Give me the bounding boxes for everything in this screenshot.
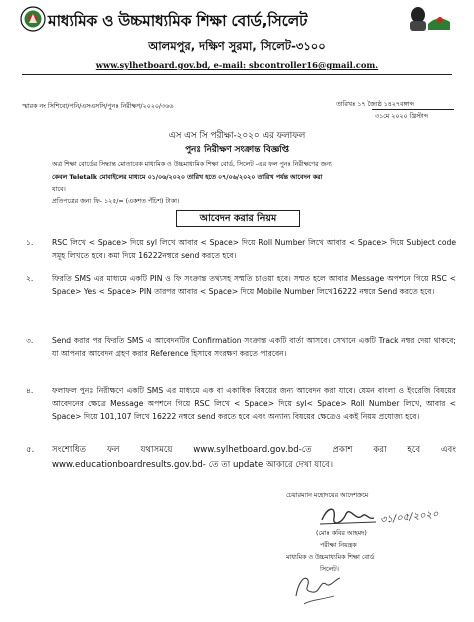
board-logo — [20, 6, 46, 32]
rule-text: RSC লিখে < Space> দিয়ে syl লিখে আবার < Space> দিয়ে Roll Number লিখে আবার < Space> দিয়ে Subject code সমূহ লিখতে হবে। কমা দিয়ে 16222নম্বরে send করতে হবে। — [52, 238, 456, 260]
notice-intro — [52, 159, 452, 197]
handwritten-initials — [290, 566, 350, 606]
rule-number: ১. — [26, 238, 34, 247]
memo-date-bangla: তারিখঃ ১৭ জ্যৈষ্ঠ ১৪২৭বঙ্গাব্দ — [336, 101, 414, 108]
notice-heading-line1: এস এস সি পরীক্ষা-২০২০ এর ফলাফল — [168, 131, 306, 141]
rule-item-4 — [26, 384, 456, 423]
signature-caption: চেয়ারম্যান মহোদয়ের আদেশক্রমে — [286, 492, 369, 499]
notice-heading-line2: পুনঃ নিরীক্ষণ সংক্রান্ত বিজ্ঞপ্তি — [185, 145, 289, 155]
rule-item-2 — [26, 272, 456, 298]
rule-number: ৩. — [26, 336, 34, 345]
header-divider — [22, 74, 452, 75]
rule-item-1 — [26, 236, 456, 262]
handwritten-date: ৩১/০৫/২০২০ — [379, 508, 440, 527]
signatory-city: সিলেট। — [320, 566, 339, 573]
rules-title: আবেদন করার নিয়ম — [199, 213, 277, 224]
signatory-name: (মোঃ কবির আহমদ) — [316, 530, 367, 537]
intro-line-3: যাবে। — [52, 186, 66, 193]
date-underline — [372, 109, 454, 110]
rule-text: সংশোধিত ফল যথাসময়ে www.sylhetboard.gov.bd-তে প্রকাশ করা হবে এবং www.educationboardresults.gov.bd- তে তা update আকারে দেখা যাবে। — [52, 445, 456, 470]
intro-line-2: কেবল Teletalk মোবাইলের মাধ্যমে ০১/০৬/২০২০ তারিখ হতে ০৭/০৬/২০২০ তারিখ পর্যন্ত আবেদন করা — [52, 173, 323, 181]
rule-text: Send করার পর ফিরতি SMS এ আবেদনটির Confirmation সংক্রান্ত একটি বার্তা আসবে। সেখানে একটি Track নম্বর দেয়া থাকবে; যা আপনার আবেদন গ্রহণ করার Reference হিসাবে সংরক্ষণ করতে পারবেন। — [52, 336, 456, 358]
mujib-emblem — [400, 4, 452, 34]
board-title: মাধ্যমিক ও উচ্চমাধ্যমিক শিক্ষা বোর্ড,সিলেট — [48, 12, 308, 30]
intro-line-1: অত্র শিক্ষা বোর্ডের সিদ্ধান্ত মোতাবেক মাধ্যমিক ও উচ্চমাধ্যমিক শিক্ষা বোর্ড, সিলেট -এর ফল পুনঃ নিরীক্ষণের জন্য — [52, 161, 332, 168]
board-web-email: www.sylhetboard.gov.bd, e-mail: sbcontroller16@gmail.com. — [95, 60, 379, 70]
rule-item-3 — [26, 334, 456, 360]
rule-number: ৪. — [26, 386, 34, 395]
board-address: আলমপুর, দক্ষিণ সুরমা, সিলেট-৩১০০ — [148, 39, 326, 53]
rule-text: ফলাফল পুনঃ নিরীক্ষণে একটি SMS এর মাধ্যমে এক বা একাধিক বিষয়ের জন্য আবেদন করা যাবে। যেমন বাংলা ও ইংরেজি বিষয়ের আবেদনের ক্ষেত্রে Message অপশনে গিয়ে RSC লিখে < Space> দিয়ে syl< Space> Roll Number লিখে, আবার < Space> দিয়ে 101,107 লিখে 16222 নম্বরে send করতে হবে এবং অন্যান্য বিষয়ের ক্ষেত্রেও একই নিয়ম প্রযোজ্য হবে। — [52, 386, 456, 421]
memo-number: স্মারক নং সিশিবো/পনি/এসএসসি/পুনঃ নিরীক্ষণ/২০২০/৩৬৬ — [22, 103, 174, 110]
rule-item-5 — [26, 443, 456, 473]
memo-date-english: ৩১মে ২০২০ খ্রিস্টাব্দ — [375, 113, 429, 120]
signatory-role: পরীক্ষা নিয়ন্ত্রক — [320, 542, 357, 549]
rule-number: ৫. — [26, 445, 35, 455]
notice-fee: প্রতিপত্রের জন্য ফি- ১২৫/= (একশত পঁচিশ) টাকা। — [52, 198, 180, 205]
rule-text: ফিরতি SMS এর মাধ্যমে একটি PIN ও ফি সংক্রান্ত তথ্যসহ সম্মতি চাওয়া হবে। সম্মত হলে আবার Message অপশনে গিয়ে RSC < Space> Yes < Space> PIN তারপর আবার < Space> দিয়ে Mobile Number লিখে16222 নম্বরে Send করতে হবে। — [52, 274, 456, 296]
rule-number: ২. — [26, 274, 34, 283]
signatory-org: মাধ্যমিক ও উচ্চমাধ্যমিক শিক্ষা বোর্ড — [286, 554, 375, 561]
